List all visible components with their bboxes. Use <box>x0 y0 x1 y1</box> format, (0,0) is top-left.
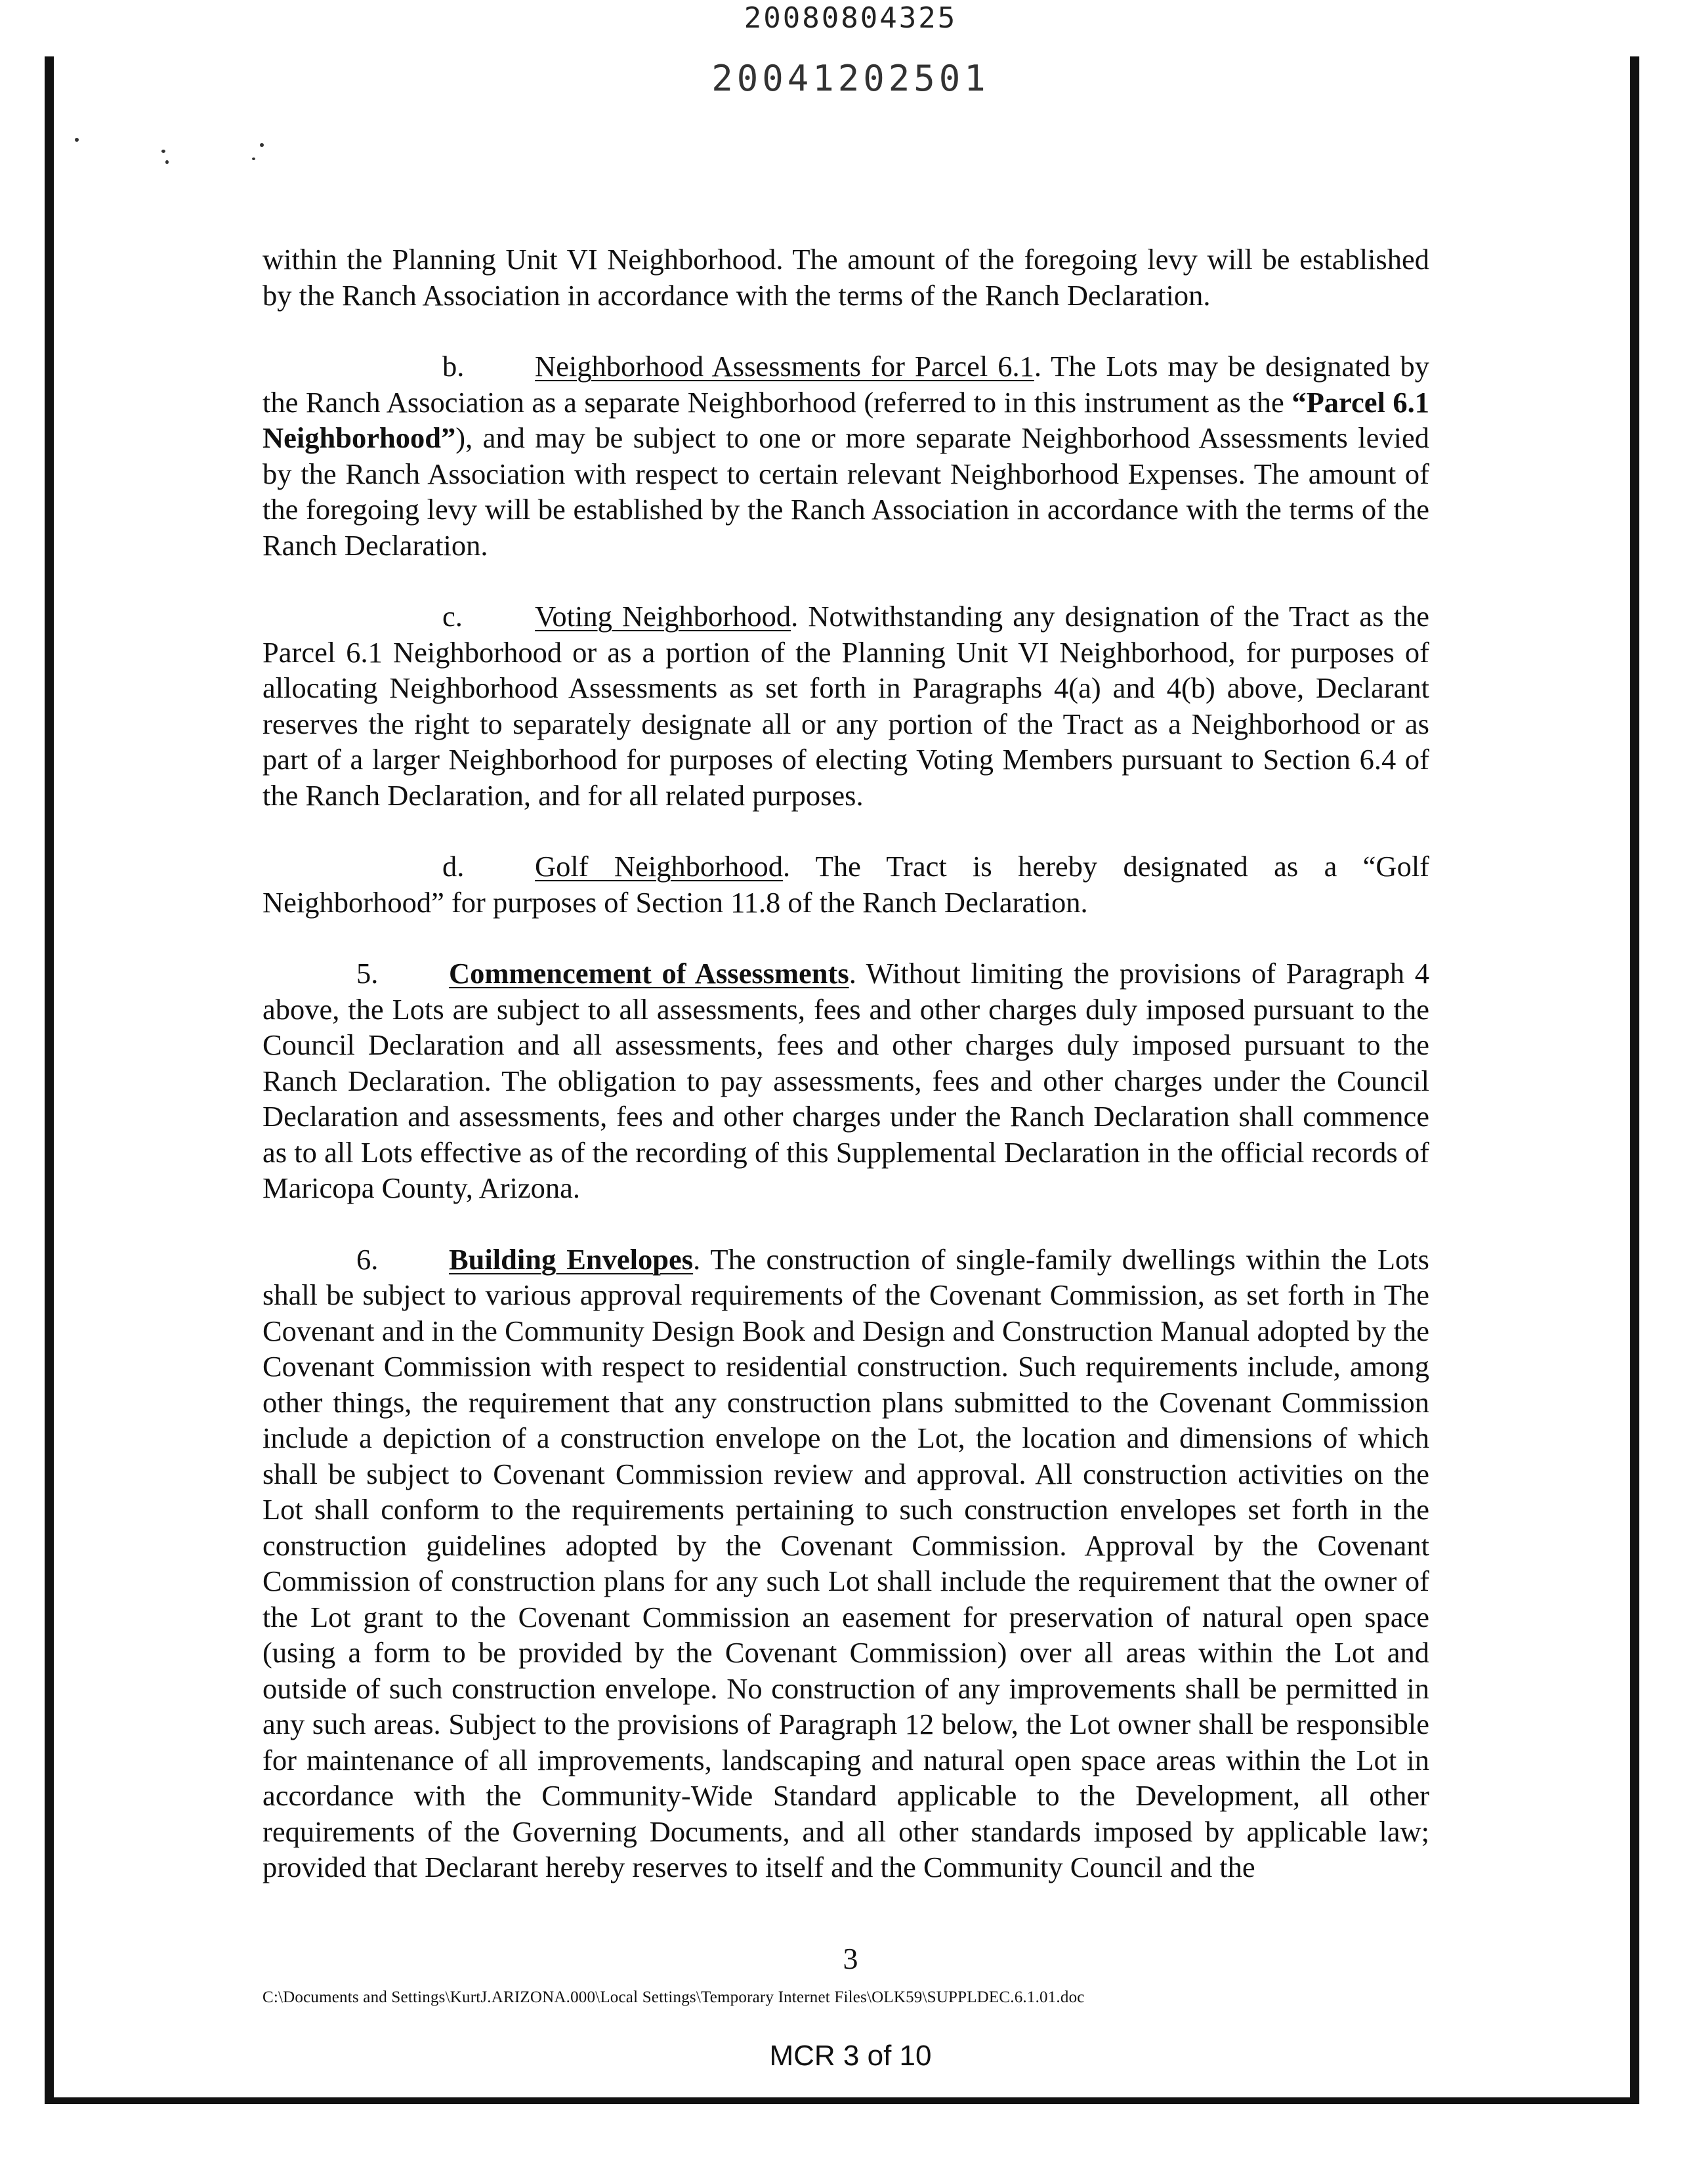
paragraph-intro: within the Planning Unit VI Neighborhood. The amount of the foregoing levy will be established by the Ranch Association in accordance with the terms of the Ranch Declaration. <box>262 243 1429 312</box>
item-number: c. <box>442 600 463 633</box>
paragraph-text: . The construction of single-family dwellings within the Lots shall be subject to various approval requirements of the Covenant Commission, as set forth in The Covenant and in the Community Design Book and Design and Construction Manual adopted by the Covenant Commission with respect to residential construction. Such requirements include, among other things, the requirement that any construction plans submitted to the Covenant Commission include a depiction of a construction envelope on the Lot, the location and dimensions of which shall be subject to Covenant Commission review and approval. All construction activities on the Lot shall conform to the requirements pertaining to such construction envelopes set forth in the construction guidelines adopted by the Covenant Commission. Approval by the Covenant Commission of construction plans for any such Lot shall include the requirement that the owner of the Lot grant to the Covenant Commission an easement for preservation of natural open space (using a form to be provided by the Covenant Commission) over all areas within the Lot and outside of such construction envelope. No construction of any improvements shall be permitted in any such areas. Subject to the provisions of Paragraph 12 below, the Lot owner shall be responsible for maintenance of all improvements, landscaping and natural open space areas within the Lot in accordance with the Community-Wide Standard applicable to the Development, all other requirements of the Governing Documents, and all other standards imposed by applicable law; provided that Declarant hereby reserves to itself and the Community Council and the <box>262 1242 1429 1883</box>
paragraph-text: . Notwithstanding any designation of the Tract as the Parcel 6.1 Neighborhood or as a portion of the Planning Unit VI Neighborhood, for purposes of allocating Neighborhood Assessments as set forth in Paragraphs 4(a) and 4(b) above, Declarant reserves the right to separately designate all or any portion of the Tract as a Neighborhood or as part of a larger Neighborhood for purposes of electing Voting Members pursuant to Section 6.4 of the Ranch Declaration, and for all related purposes. <box>262 600 1430 812</box>
section-heading: Voting Neighborhood <box>535 600 791 633</box>
scan-border-left <box>45 56 54 2104</box>
paragraph-6 <box>262 1242 1429 1885</box>
document-body <box>262 242 1429 1885</box>
paragraph-text: . The Tract is hereby designated as a “Golf Neighborhood” for purposes of Section 11.8 of the Ranch Declaration. <box>262 850 1429 919</box>
paragraph-4c <box>262 598 1429 813</box>
scan-border-right <box>1630 56 1639 2104</box>
recording-number-top: 20080804325 <box>744 1 957 35</box>
file-path-footer: C:\Documents and Settings\KurtJ.ARIZONA.000\Local Settings\Temporary Internet Files\OLK59\SUPPLDEC.6.1.01.doc <box>262 1988 1085 2006</box>
item-number: 5. <box>356 957 379 990</box>
scan-speck <box>252 158 255 160</box>
paragraph-text: ), and may be subject to one or more separate Neighborhood Assessments levied by the Ranch Association with respect to certain relevant Neighborhood Expenses. The amount of the foregoing levy will be established by the Ranch Association in accordance with the terms of the Ranch Declaration. <box>262 421 1429 562</box>
mcr-page-stamp: MCR 3 of 10 <box>769 2040 932 2072</box>
item-number: d. <box>442 850 465 883</box>
paragraph-text: . Without limiting the provisions of Paragraph 4 above, the Lots are subject to all assessments, fees and other charges duly imposed pursuant to the Council Declaration and all assessments, fees and other charges duly imposed pursuant to the Ranch Declaration. The obligation to pay assessments, fees and other charges under the Council Declaration and assessments, fees and other charges under the Ranch Declaration shall commence as to all Lots effective as of the recording of this Supplemental Declaration in the official records of Maricopa County, Arizona. <box>262 957 1429 1204</box>
scan-speck <box>161 150 165 153</box>
paragraph-4b <box>262 348 1429 563</box>
paragraph-4d <box>262 849 1429 920</box>
section-heading: Neighborhood Assessments for Parcel 6.1 <box>535 350 1034 383</box>
section-heading: Golf Neighborhood <box>535 850 783 883</box>
recording-number-second: 20041202501 <box>711 58 990 99</box>
section-heading: Commencement of Assessments <box>449 957 849 990</box>
paragraph-5 <box>262 956 1429 1206</box>
page-number: 3 <box>843 1942 858 1975</box>
item-number: b. <box>442 350 465 383</box>
section-heading: Building Envelopes <box>449 1242 694 1276</box>
scan-speck <box>75 138 79 142</box>
item-number: 6. <box>356 1242 379 1276</box>
scan-speck <box>165 160 169 164</box>
scan-speck <box>260 143 264 147</box>
paragraph-text: . The Lots may be designated by the Ranch Association as a separate Neighborhood (referred to in this instrument as the <box>262 350 1429 419</box>
defined-term: “Parcel 6.1 Neighborhood” <box>262 385 1430 454</box>
scan-border-bottom <box>45 2097 1639 2104</box>
